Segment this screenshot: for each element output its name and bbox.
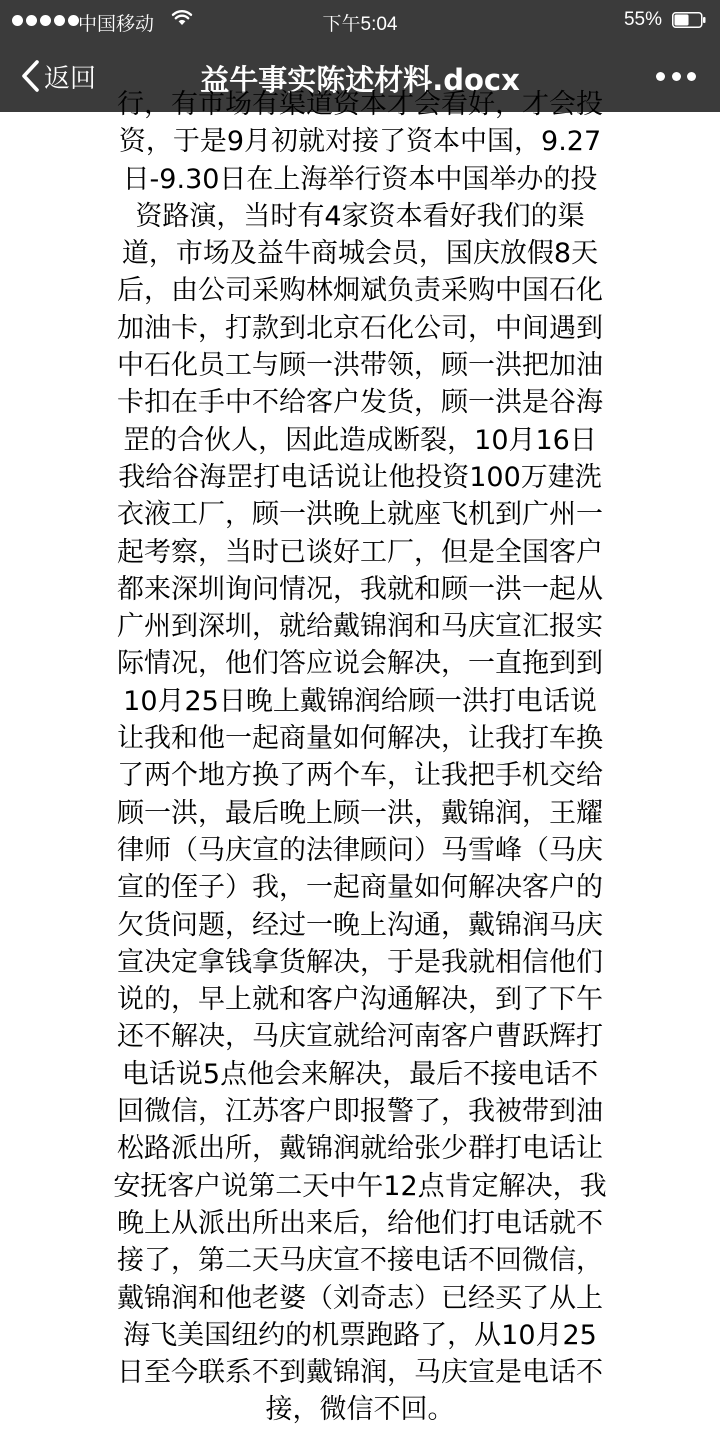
document-body-text: 行，有市场有渠道资本才会看好，才会投资，于是9月初就对接了资本中国，9.27日-9.30日在上海举行资本中国举办的投资路演，当时有4家资本看好我们的渠道，市场及益牛商城会员，国庆放假8天后，由公司采购林炯斌负责采购中国石化加油卡，打款到北京石化公司，中间遇到中石化员工与顾一洪带领，顾一洪把加油卡扣在手中不给客户发货，顾一洪是谷海罡的合伙人，因此造成断裂，10月16日我给谷海罡打电话说让他投资100万建洗衣液工厂，顾一洪晚上就座飞机到广州一起考察，当时已谈好工厂，但是全国客户都来深圳询问情况，我就和顾一洪一起从广州到深圳，就给戴锦润和马庆宣汇报实际情况，他们答应说会解决，一直拖到到10月25日晚上戴锦润给顾一洪打电话说让我和他一起商量如何解决，让我打车换了两个地方换了两个车，让我把手机交给顾一洪，最后晚上顾一洪，戴锦润，王耀律师（马庆宣的法律顾问）马雪峰（马庆宣的侄子）我，一起商量如何解决客户的欠货问题，经过一晚上沟通，戴锦润马庆宣决定拿钱拿货解决，于是我就相信他们说的，早上就和客户沟通解决，到了下午还不解决，马庆宣就给河南客户曹跃辉打电话说5点他会来解决，最后不接电话不回微信，江苏客户即报警了，我被带到油松路派出所，戴锦润就给张少群打电话让安抚客户说第二天中午12点肯定解决，我晚上从派出所出来后，给他们打电话就不接了，第二天马庆宣不接电话不回微信，戴锦润和他老婆（刘奇志）已经买了从上海飞美国纽约的机票跑路了，从10月25日至今联系不到戴锦润，马庆宣是电话不接，微信不回。 <box>113 89 607 1426</box>
document-viewer[interactable] <box>0 89 720 1426</box>
clock-time: 下午5:04 <box>322 14 398 35</box>
page-title: 益牛事实陈述材料.docx <box>200 63 520 97</box>
more-dots-icon[interactable] <box>656 66 696 86</box>
battery-fill <box>675 15 689 26</box>
back-button-label: 返回 <box>44 63 97 94</box>
chevron-left-icon <box>20 59 40 93</box>
battery-icon <box>672 12 706 28</box>
back-button[interactable] <box>20 54 96 98</box>
battery-percent: 55% <box>623 9 662 30</box>
carrier-name: 中国移动 <box>78 14 155 35</box>
status-bar <box>0 0 720 40</box>
